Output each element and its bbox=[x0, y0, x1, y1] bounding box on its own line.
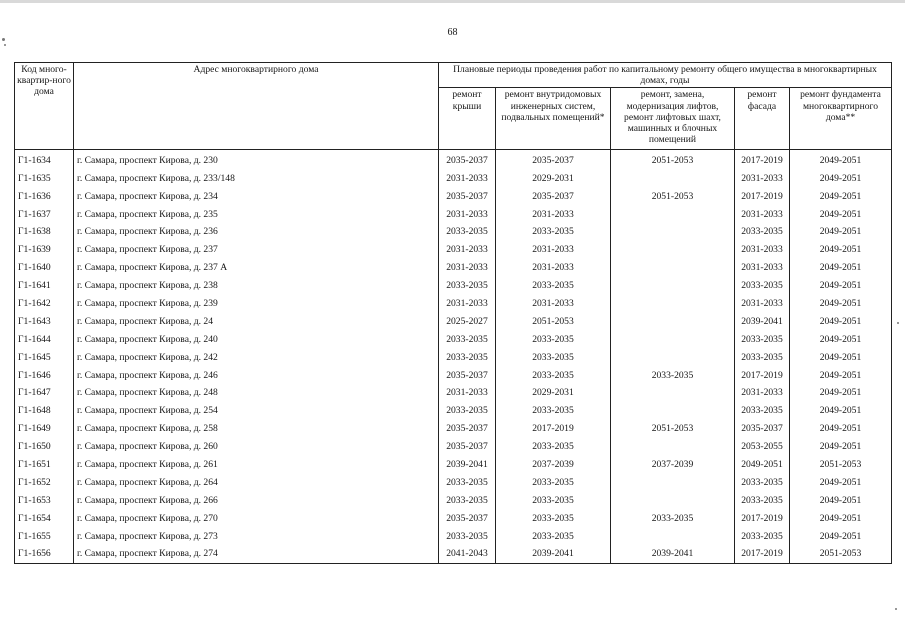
cell-roof: 2031-2033 bbox=[439, 384, 496, 402]
cell-facade: 2017-2019 bbox=[735, 366, 790, 384]
cell-systems: 2017-2019 bbox=[496, 420, 611, 438]
cell-roof: 2033-2035 bbox=[439, 527, 496, 545]
cell-code: Г1-1638 bbox=[15, 223, 74, 241]
cell-foundation: 2049-2051 bbox=[790, 205, 892, 223]
table-row bbox=[15, 187, 892, 205]
header-code: Код много-квартир-ного дома bbox=[15, 63, 74, 150]
cell-facade: 2033-2035 bbox=[735, 277, 790, 295]
table-row bbox=[15, 348, 892, 366]
table-row bbox=[15, 527, 892, 545]
cell-facade: 2033-2035 bbox=[735, 473, 790, 491]
cell-code: Г1-1643 bbox=[15, 312, 74, 330]
cell-lifts bbox=[611, 330, 735, 348]
cell-foundation: 2049-2051 bbox=[790, 187, 892, 205]
cell-systems: 2029-2031 bbox=[496, 384, 611, 402]
scan-edge bbox=[0, 0, 905, 3]
cell-lifts bbox=[611, 205, 735, 223]
cell-systems: 2033-2035 bbox=[496, 366, 611, 384]
cell-address: г. Самара, проспект Кирова, д. 236 bbox=[74, 223, 439, 241]
cell-foundation: 2049-2051 bbox=[790, 384, 892, 402]
table-row bbox=[15, 384, 892, 402]
cell-systems: 2039-2041 bbox=[496, 545, 611, 563]
cell-lifts bbox=[611, 527, 735, 545]
cell-facade: 2017-2019 bbox=[735, 187, 790, 205]
cell-systems: 2033-2035 bbox=[496, 277, 611, 295]
cell-code: Г1-1639 bbox=[15, 241, 74, 259]
cell-facade: 2017-2019 bbox=[735, 545, 790, 563]
header-lifts: ремонт, замена, модернизация лифтов, ремонт лифтовых шахт, машинных и блочных помещений bbox=[611, 88, 735, 150]
cell-address: г. Самара, проспект Кирова, д. 230 bbox=[74, 150, 439, 169]
cell-facade: 2031-2033 bbox=[735, 295, 790, 313]
cell-foundation: 2049-2051 bbox=[790, 169, 892, 187]
cell-foundation: 2051-2053 bbox=[790, 545, 892, 563]
cell-facade: 2033-2035 bbox=[735, 527, 790, 545]
cell-code: Г1-1644 bbox=[15, 330, 74, 348]
page-number: 68 bbox=[447, 27, 458, 38]
cell-roof: 2033-2035 bbox=[439, 491, 496, 509]
cell-code: Г1-1641 bbox=[15, 277, 74, 295]
cell-facade: 2039-2041 bbox=[735, 312, 790, 330]
table-row bbox=[15, 438, 892, 456]
cell-roof: 2035-2037 bbox=[439, 420, 496, 438]
cell-code: Г1-1648 bbox=[15, 402, 74, 420]
cell-lifts bbox=[611, 169, 735, 187]
cell-facade: 2035-2037 bbox=[735, 420, 790, 438]
cell-systems: 2031-2033 bbox=[496, 205, 611, 223]
table-row bbox=[15, 205, 892, 223]
cell-facade: 2031-2033 bbox=[735, 169, 790, 187]
cell-lifts bbox=[611, 402, 735, 420]
cell-code: Г1-1635 bbox=[15, 169, 74, 187]
cell-lifts bbox=[611, 312, 735, 330]
cell-facade: 2033-2035 bbox=[735, 348, 790, 366]
cell-address: г. Самара, проспект Кирова, д. 240 bbox=[74, 330, 439, 348]
table-row bbox=[15, 491, 892, 509]
cell-foundation: 2049-2051 bbox=[790, 438, 892, 456]
cell-facade: 2017-2019 bbox=[735, 509, 790, 527]
cell-lifts bbox=[611, 473, 735, 491]
cell-address: г. Самара, проспект Кирова, д. 273 bbox=[74, 527, 439, 545]
cell-foundation: 2049-2051 bbox=[790, 312, 892, 330]
cell-lifts: 2051-2053 bbox=[611, 420, 735, 438]
cell-systems: 2037-2039 bbox=[496, 456, 611, 474]
cell-code: Г1-1652 bbox=[15, 473, 74, 491]
cell-lifts: 2039-2041 bbox=[611, 545, 735, 563]
cell-address: г. Самара, проспект Кирова, д. 254 bbox=[74, 402, 439, 420]
cell-lifts bbox=[611, 223, 735, 241]
cell-foundation: 2049-2051 bbox=[790, 420, 892, 438]
table-row bbox=[15, 420, 892, 438]
header-systems: ремонт внутридомовых инженерных систем, подвальных помещений* bbox=[496, 88, 611, 150]
cell-foundation: 2049-2051 bbox=[790, 223, 892, 241]
cell-roof: 2039-2041 bbox=[439, 456, 496, 474]
cell-facade: 2033-2035 bbox=[735, 223, 790, 241]
cell-systems: 2033-2035 bbox=[496, 527, 611, 545]
cell-address: г. Самара, проспект Кирова, д. 264 bbox=[74, 473, 439, 491]
cell-roof: 2033-2035 bbox=[439, 473, 496, 491]
table-row bbox=[15, 473, 892, 491]
header-periods: Плановые периоды проведения работ по капитальному ремонту общего имущества в многоквартирных домах, годы bbox=[439, 63, 892, 88]
cell-facade: 2031-2033 bbox=[735, 384, 790, 402]
cell-lifts bbox=[611, 259, 735, 277]
cell-foundation: 2049-2051 bbox=[790, 277, 892, 295]
cell-code: Г1-1645 bbox=[15, 348, 74, 366]
cell-address: г. Самара, проспект Кирова, д. 235 bbox=[74, 205, 439, 223]
cell-roof: 2035-2037 bbox=[439, 438, 496, 456]
cell-address: г. Самара, проспект Кирова, д. 238 bbox=[74, 277, 439, 295]
cell-systems: 2031-2033 bbox=[496, 295, 611, 313]
table-row bbox=[15, 330, 892, 348]
cell-address: г. Самара, проспект Кирова, д. 234 bbox=[74, 187, 439, 205]
cell-roof: 2033-2035 bbox=[439, 330, 496, 348]
table-row bbox=[15, 402, 892, 420]
cell-address: г. Самара, проспект Кирова, д. 242 bbox=[74, 348, 439, 366]
cell-facade: 2033-2035 bbox=[735, 402, 790, 420]
cell-systems: 2033-2035 bbox=[496, 473, 611, 491]
cell-roof: 2033-2035 bbox=[439, 277, 496, 295]
cell-systems: 2033-2035 bbox=[496, 491, 611, 509]
table-row bbox=[15, 509, 892, 527]
cell-roof: 2041-2043 bbox=[439, 545, 496, 563]
cell-address: г. Самара, проспект Кирова, д. 237 bbox=[74, 241, 439, 259]
cell-lifts bbox=[611, 348, 735, 366]
cell-address: г. Самара, проспект Кирова, д. 237 А bbox=[74, 259, 439, 277]
cell-roof: 2031-2033 bbox=[439, 295, 496, 313]
cell-facade: 2031-2033 bbox=[735, 259, 790, 277]
cell-systems: 2051-2053 bbox=[496, 312, 611, 330]
cell-code: Г1-1637 bbox=[15, 205, 74, 223]
cell-roof: 2033-2035 bbox=[439, 402, 496, 420]
cell-foundation: 2049-2051 bbox=[790, 348, 892, 366]
cell-systems: 2033-2035 bbox=[496, 330, 611, 348]
cell-foundation: 2049-2051 bbox=[790, 241, 892, 259]
cell-facade: 2031-2033 bbox=[735, 241, 790, 259]
cell-systems: 2033-2035 bbox=[496, 223, 611, 241]
cell-code: Г1-1646 bbox=[15, 366, 74, 384]
cell-facade: 2017-2019 bbox=[735, 150, 790, 169]
cell-facade: 2053-2055 bbox=[735, 438, 790, 456]
cell-systems: 2029-2031 bbox=[496, 169, 611, 187]
table-row bbox=[15, 277, 892, 295]
table-row bbox=[15, 366, 892, 384]
cell-roof: 2031-2033 bbox=[439, 205, 496, 223]
cell-code: Г1-1654 bbox=[15, 509, 74, 527]
cell-lifts: 2051-2053 bbox=[611, 187, 735, 205]
cell-foundation: 2049-2051 bbox=[790, 150, 892, 169]
cell-systems: 2033-2035 bbox=[496, 348, 611, 366]
cell-lifts bbox=[611, 384, 735, 402]
cell-code: Г1-1642 bbox=[15, 295, 74, 313]
cell-systems: 2033-2035 bbox=[496, 438, 611, 456]
cell-code: Г1-1649 bbox=[15, 420, 74, 438]
cell-address: г. Самара, проспект Кирова, д. 270 bbox=[74, 509, 439, 527]
table-row bbox=[15, 169, 892, 187]
cell-foundation: 2049-2051 bbox=[790, 473, 892, 491]
cell-roof: 2033-2035 bbox=[439, 348, 496, 366]
cell-systems: 2035-2037 bbox=[496, 150, 611, 169]
cell-roof: 2031-2033 bbox=[439, 241, 496, 259]
cell-lifts bbox=[611, 295, 735, 313]
cell-code: Г1-1640 bbox=[15, 259, 74, 277]
scan-speck bbox=[897, 322, 899, 324]
cell-address: г. Самара, проспект Кирова, д. 274 bbox=[74, 545, 439, 563]
table-row bbox=[15, 295, 892, 313]
cell-facade: 2031-2033 bbox=[735, 205, 790, 223]
table-row bbox=[15, 259, 892, 277]
cell-foundation: 2049-2051 bbox=[790, 330, 892, 348]
cell-roof: 2035-2037 bbox=[439, 509, 496, 527]
cell-address: г. Самара, проспект Кирова, д. 233/148 bbox=[74, 169, 439, 187]
table-row bbox=[15, 545, 892, 563]
cell-systems: 2031-2033 bbox=[496, 241, 611, 259]
cell-foundation: 2049-2051 bbox=[790, 295, 892, 313]
scan-speck bbox=[4, 44, 6, 46]
table-row bbox=[15, 241, 892, 259]
cell-facade: 2049-2051 bbox=[735, 456, 790, 474]
header-roof: ремонт крыши bbox=[439, 88, 496, 150]
cell-roof: 2035-2037 bbox=[439, 366, 496, 384]
cell-address: г. Самара, проспект Кирова, д. 24 bbox=[74, 312, 439, 330]
cell-foundation: 2049-2051 bbox=[790, 491, 892, 509]
cell-lifts bbox=[611, 241, 735, 259]
cell-roof: 2033-2035 bbox=[439, 223, 496, 241]
table-row bbox=[15, 312, 892, 330]
cell-code: Г1-1653 bbox=[15, 491, 74, 509]
cell-code: Г1-1647 bbox=[15, 384, 74, 402]
cell-lifts bbox=[611, 277, 735, 295]
table-row bbox=[15, 150, 892, 169]
cell-address: г. Самара, проспект Кирова, д. 266 bbox=[74, 491, 439, 509]
cell-code: Г1-1655 bbox=[15, 527, 74, 545]
cell-lifts bbox=[611, 491, 735, 509]
cell-systems: 2031-2033 bbox=[496, 259, 611, 277]
cell-foundation: 2049-2051 bbox=[790, 259, 892, 277]
cell-roof: 2031-2033 bbox=[439, 169, 496, 187]
cell-roof: 2035-2037 bbox=[439, 150, 496, 169]
cell-foundation: 2049-2051 bbox=[790, 402, 892, 420]
repair-schedule-table bbox=[14, 62, 892, 564]
cell-code: Г1-1650 bbox=[15, 438, 74, 456]
scan-speck bbox=[2, 38, 5, 41]
cell-systems: 2033-2035 bbox=[496, 509, 611, 527]
cell-lifts: 2037-2039 bbox=[611, 456, 735, 474]
header-foundation: ремонт фундамента многоквартирного дома** bbox=[790, 88, 892, 150]
cell-foundation: 2051-2053 bbox=[790, 456, 892, 474]
cell-lifts: 2033-2035 bbox=[611, 509, 735, 527]
cell-facade: 2033-2035 bbox=[735, 330, 790, 348]
cell-lifts bbox=[611, 438, 735, 456]
cell-lifts: 2051-2053 bbox=[611, 150, 735, 169]
cell-facade: 2033-2035 bbox=[735, 491, 790, 509]
cell-code: Г1-1651 bbox=[15, 456, 74, 474]
cell-systems: 2033-2035 bbox=[496, 402, 611, 420]
cell-lifts: 2033-2035 bbox=[611, 366, 735, 384]
cell-code: Г1-1656 bbox=[15, 545, 74, 563]
table-row bbox=[15, 223, 892, 241]
cell-address: г. Самара, проспект Кирова, д. 260 bbox=[74, 438, 439, 456]
table-body bbox=[15, 150, 892, 563]
cell-address: г. Самара, проспект Кирова, д. 261 bbox=[74, 456, 439, 474]
cell-foundation: 2049-2051 bbox=[790, 527, 892, 545]
table-row bbox=[15, 456, 892, 474]
cell-foundation: 2049-2051 bbox=[790, 366, 892, 384]
cell-address: г. Самара, проспект Кирова, д. 246 bbox=[74, 366, 439, 384]
cell-foundation: 2049-2051 bbox=[790, 509, 892, 527]
scan-speck bbox=[895, 608, 897, 610]
cell-systems: 2035-2037 bbox=[496, 187, 611, 205]
cell-roof: 2025-2027 bbox=[439, 312, 496, 330]
cell-address: г. Самара, проспект Кирова, д. 258 bbox=[74, 420, 439, 438]
cell-code: Г1-1636 bbox=[15, 187, 74, 205]
cell-roof: 2035-2037 bbox=[439, 187, 496, 205]
header-address: Адрес многоквартирного дома bbox=[74, 63, 439, 150]
cell-code: Г1-1634 bbox=[15, 150, 74, 169]
cell-roof: 2031-2033 bbox=[439, 259, 496, 277]
header-facade: ремонт фасада bbox=[735, 88, 790, 150]
cell-address: г. Самара, проспект Кирова, д. 248 bbox=[74, 384, 439, 402]
cell-address: г. Самара, проспект Кирова, д. 239 bbox=[74, 295, 439, 313]
